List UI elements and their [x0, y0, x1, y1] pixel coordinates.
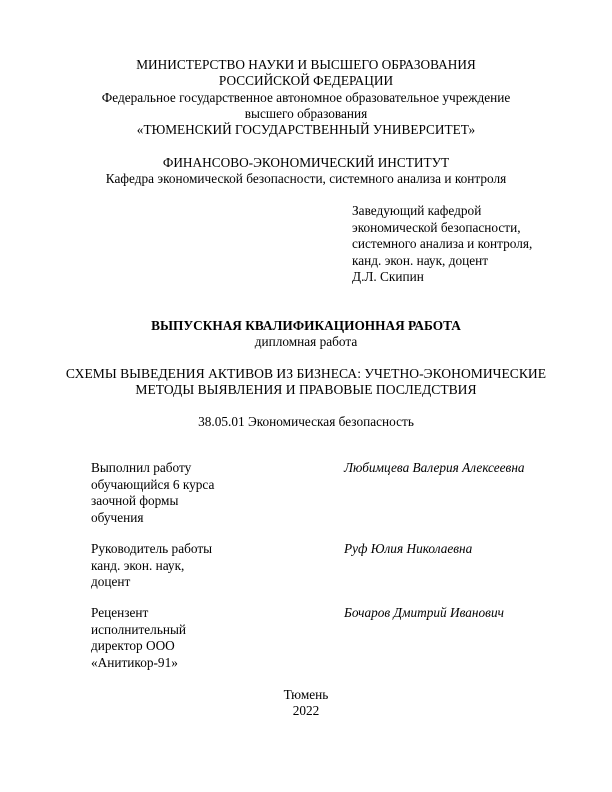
university-name: «ТЮМЕНСКИЙ ГОСУДАРСТВЕННЫЙ УНИВЕРСИТЕТ»	[136, 122, 476, 137]
author-role-line: обучающийся 6 курса	[91, 476, 215, 492]
ministry-line-2: РОССИЙСКОЙ ФЕДЕРАЦИИ	[218, 73, 394, 88]
author-name: Любимцева Валерия Алексеевна	[344, 460, 525, 475]
reviewer-role-line: директор ООО	[91, 638, 175, 653]
supervisor-role-line: доцент	[91, 574, 131, 589]
approval-line: экономической безопасности,	[352, 219, 521, 235]
reviewer-name: Бочаров Дмитрий Иванович	[344, 605, 504, 620]
institution-line-2: высшего образования	[244, 106, 368, 121]
reviewer-role-line: исполнительный	[91, 621, 187, 637]
supervisor-name: Руф Юлия Николаевна	[344, 541, 473, 556]
ministry-line-1: МИНИСТЕРСТВО НАУКИ И ВЫСШЕГО ОБРАЗОВАНИЯ	[136, 57, 476, 72]
approval-line: канд. экон. наук, доцент	[352, 252, 489, 268]
approval-line: системного анализа и контроля,	[352, 236, 533, 251]
work-title-line-1: СХЕМЫ ВЫВЕДЕНИЯ АКТИВОВ ИЗ БИЗНЕСА: УЧЕТНО-ЭКОНОМИЧЕСКИЕ	[65, 366, 547, 381]
supervisor-role-block	[91, 541, 212, 591]
specialty: 38.05.01 Экономическая безопасность	[198, 414, 414, 429]
approval-block	[352, 203, 532, 286]
institute-name: ФИНАНСОВО-ЭКОНОМИЧЕСКИЙ ИНСТИТУТ	[162, 155, 450, 170]
supervisor-role-line: канд. экон. наук,	[91, 557, 185, 573]
year: 2022	[292, 703, 320, 718]
author-role-line: Выполнил работу	[91, 460, 192, 475]
work-type: ВЫПУСКНАЯ КВАЛИФИКАЦИОННАЯ РАБОТА	[151, 318, 461, 333]
supervisor-role-line: Руководитель работы	[91, 541, 213, 556]
reviewer-role-line: Рецензент	[91, 605, 149, 620]
approval-head-name: Д.Л. Скипин	[352, 269, 424, 284]
department-name: Кафедра экономической безопасности, системного анализа и контроля	[105, 171, 507, 186]
institution-line-1: Федеральное государственное автономное образовательное учреждение	[101, 90, 511, 105]
work-subtype: дипломная работа	[254, 334, 358, 349]
approval-line: Заведующий кафедрой	[352, 203, 482, 218]
author-role-block	[91, 460, 214, 526]
author-role-line: обучения	[91, 509, 144, 525]
reviewer-role-block	[91, 605, 186, 671]
reviewer-role-line: «Анитикор-91»	[91, 654, 178, 670]
work-title-line-2: МЕТОДЫ ВЫЯВЛЕНИЯ И ПРАВОВЫЕ ПОСЛЕДСТВИЯ	[135, 382, 477, 397]
author-role-line: заочной формы	[91, 493, 179, 508]
city: Тюмень	[283, 687, 329, 702]
